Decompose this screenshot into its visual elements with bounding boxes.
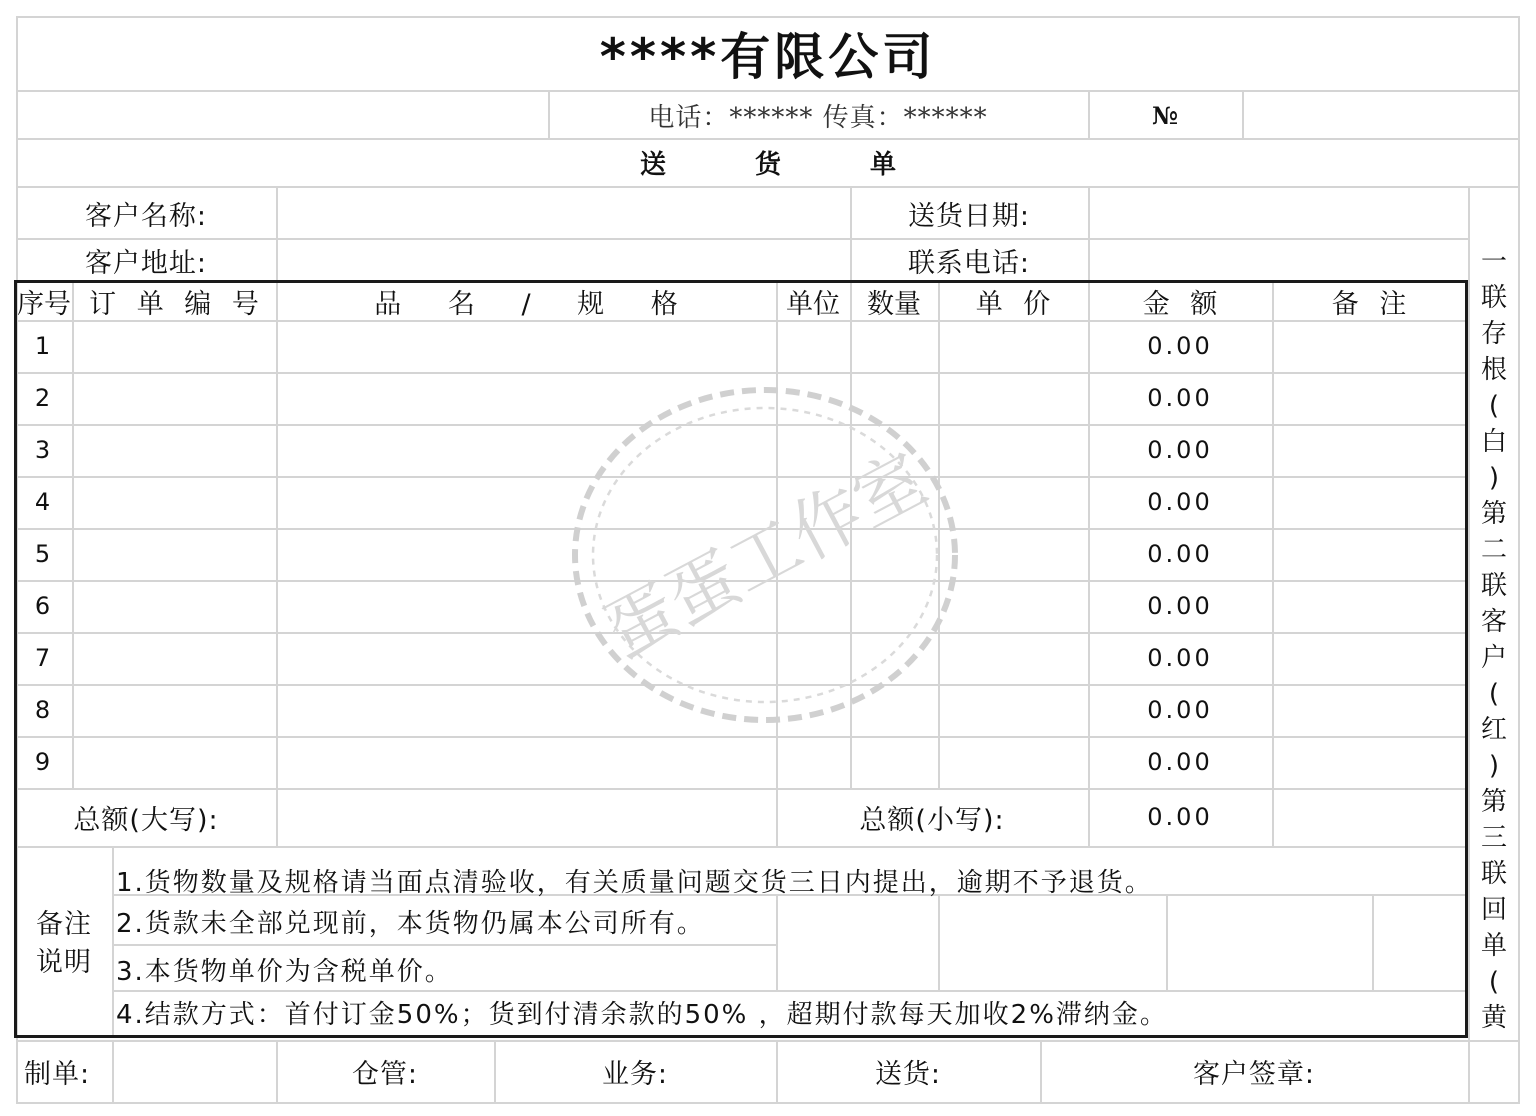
total-uppercase-field[interactable] bbox=[276, 788, 776, 846]
row-seq: 3 bbox=[34, 436, 54, 464]
grid-line bbox=[16, 846, 1466, 848]
row-input-cell[interactable] bbox=[938, 320, 1088, 372]
row-input-cell[interactable] bbox=[850, 424, 938, 476]
remark-line-4: 4.结款方式：首付订金50%；货到付清余款的50% ，超期付款每天加收2%滞纳金。 bbox=[116, 999, 1168, 1030]
bold-border-line bbox=[1465, 280, 1468, 1038]
row-seq: 1 bbox=[34, 332, 54, 360]
warehouse-label: 仓管: bbox=[351, 1058, 419, 1090]
row-input-cell[interactable] bbox=[850, 528, 938, 580]
customer-address-field[interactable] bbox=[276, 238, 850, 282]
remarks-label-line1: 备注 bbox=[36, 909, 92, 940]
row-input-cell[interactable] bbox=[1272, 320, 1466, 372]
row-seq: 2 bbox=[34, 384, 54, 412]
row-input-cell[interactable] bbox=[850, 372, 938, 424]
row-input-cell[interactable] bbox=[938, 372, 1088, 424]
delivery-date-label: 送货日期: bbox=[907, 200, 1031, 232]
maker-label: 制单: bbox=[24, 1058, 91, 1090]
row-input-cell[interactable] bbox=[776, 580, 850, 632]
row-input-cell[interactable] bbox=[72, 528, 276, 580]
total-lowercase-value: 0.00 bbox=[1147, 803, 1213, 831]
side-note-char: 客 bbox=[1480, 607, 1507, 637]
side-note-char: 单 bbox=[1480, 931, 1507, 961]
header-unit: 单位 bbox=[786, 288, 840, 320]
side-note-char: 黄 bbox=[1480, 1003, 1507, 1033]
bold-border-line bbox=[14, 280, 17, 1038]
row-input-cell[interactable] bbox=[1272, 424, 1466, 476]
total-uppercase-label: 总额(大写): bbox=[73, 804, 219, 836]
maker-field[interactable] bbox=[112, 1040, 276, 1102]
side-note-char: 红 bbox=[1480, 715, 1507, 745]
header-amount: 金 额 bbox=[1142, 288, 1218, 320]
grid-line bbox=[1272, 788, 1274, 846]
row-amount: 0.00 bbox=[1147, 488, 1213, 516]
row-amount: 0.00 bbox=[1147, 644, 1213, 672]
customer-name-field[interactable] bbox=[276, 188, 850, 238]
row-seq: 8 bbox=[34, 696, 54, 724]
grid-line bbox=[1166, 894, 1168, 990]
row-input-cell[interactable] bbox=[276, 372, 776, 424]
side-note-char: ( bbox=[1488, 391, 1500, 421]
row-seq: 9 bbox=[34, 748, 54, 776]
delivery-date-field[interactable] bbox=[1088, 188, 1468, 238]
grid-line bbox=[16, 1102, 1520, 1104]
side-note-char: 白 bbox=[1480, 427, 1507, 457]
row-input-cell[interactable] bbox=[938, 632, 1088, 684]
row-input-cell[interactable] bbox=[938, 528, 1088, 580]
row-input-cell[interactable] bbox=[776, 684, 850, 736]
header-quantity: 数量 bbox=[867, 288, 921, 320]
row-input-cell[interactable] bbox=[72, 320, 276, 372]
header-product-spec: 品 名 / 规 格 bbox=[374, 288, 678, 320]
bold-border-line bbox=[14, 1035, 1468, 1038]
grid-line bbox=[112, 848, 114, 1036]
side-note-char: 回 bbox=[1480, 895, 1507, 925]
company-title: ****有限公司 bbox=[599, 28, 937, 86]
row-input-cell[interactable] bbox=[1272, 632, 1466, 684]
remark-line-2: 2.货款未全部兑现前，本货物仍属本公司所有。 bbox=[116, 908, 705, 939]
row-input-cell[interactable] bbox=[850, 320, 938, 372]
row-input-cell[interactable] bbox=[276, 476, 776, 528]
grid-line bbox=[776, 894, 778, 990]
row-input-cell[interactable] bbox=[72, 684, 276, 736]
row-input-cell[interactable] bbox=[850, 684, 938, 736]
row-input-cell[interactable] bbox=[938, 580, 1088, 632]
row-input-cell[interactable] bbox=[276, 580, 776, 632]
row-input-cell[interactable] bbox=[72, 580, 276, 632]
copy-distribution-note bbox=[1474, 244, 1514, 1036]
row-input-cell[interactable] bbox=[276, 736, 776, 788]
grid-line bbox=[938, 894, 940, 990]
row-amount: 0.00 bbox=[1147, 696, 1213, 724]
row-seq: 4 bbox=[34, 488, 54, 516]
side-note-char: 存 bbox=[1480, 319, 1507, 349]
business-label: 业务: bbox=[601, 1058, 669, 1090]
customer-signature-label: 客户签章: bbox=[1192, 1058, 1316, 1090]
customer-name-label: 客户名称: bbox=[84, 200, 208, 232]
row-amount: 0.00 bbox=[1147, 384, 1213, 412]
row-input-cell[interactable] bbox=[1272, 580, 1466, 632]
side-note-char: 根 bbox=[1480, 355, 1507, 385]
remark-line-1: 1.货物数量及规格请当面点清验收，有关质量问题交货三日内提出，逾期不予退货。 bbox=[116, 867, 1153, 898]
row-input-cell[interactable] bbox=[1272, 528, 1466, 580]
row-input-cell[interactable] bbox=[72, 424, 276, 476]
side-note-char: 户 bbox=[1480, 643, 1507, 673]
side-note-char: 联 bbox=[1480, 571, 1507, 601]
row-amount: 0.00 bbox=[1147, 436, 1213, 464]
side-note-char: 三 bbox=[1480, 823, 1507, 853]
row-seq: 6 bbox=[34, 592, 54, 620]
row-input-cell[interactable] bbox=[938, 424, 1088, 476]
side-note-char: 第 bbox=[1480, 499, 1507, 529]
row-amount: 0.00 bbox=[1147, 748, 1213, 776]
row-input-cell[interactable] bbox=[276, 632, 776, 684]
row-input-cell[interactable] bbox=[1272, 476, 1466, 528]
number-field[interactable] bbox=[1242, 92, 1520, 138]
row-input-cell[interactable] bbox=[776, 320, 850, 372]
row-input-cell[interactable] bbox=[850, 476, 938, 528]
contact-line: 电话：****** 传真：****** bbox=[648, 102, 988, 133]
side-note-char: 联 bbox=[1480, 283, 1507, 313]
contact-phone-field[interactable] bbox=[1088, 238, 1468, 282]
header-order-no: 订 单 编 号 bbox=[89, 288, 259, 320]
row-input-cell[interactable] bbox=[72, 736, 276, 788]
customer-address-label: 客户地址: bbox=[84, 247, 208, 279]
remarks-label-line2: 说明 bbox=[36, 947, 92, 978]
row-input-cell[interactable] bbox=[776, 736, 850, 788]
row-input-cell[interactable] bbox=[938, 736, 1088, 788]
row-input-cell[interactable] bbox=[776, 372, 850, 424]
row-amount: 0.00 bbox=[1147, 540, 1213, 568]
row-amount: 0.00 bbox=[1147, 332, 1213, 360]
side-note-char: 联 bbox=[1480, 859, 1507, 889]
row-input-cell[interactable] bbox=[1272, 372, 1466, 424]
grid-line bbox=[1468, 188, 1470, 1040]
row-input-cell[interactable] bbox=[276, 320, 776, 372]
side-note-char: 二 bbox=[1480, 535, 1507, 565]
side-note-char: 一 bbox=[1480, 247, 1507, 277]
side-note-char: ) bbox=[1488, 751, 1500, 781]
row-input-cell[interactable] bbox=[72, 476, 276, 528]
header-seq: 序号 bbox=[17, 288, 71, 320]
total-lowercase-label: 总额(小写): bbox=[859, 804, 1005, 836]
stamp-text: 蛋蛋工作室 bbox=[591, 437, 940, 675]
row-amount: 0.00 bbox=[1147, 592, 1213, 620]
number-label: № bbox=[1151, 100, 1179, 130]
row-input-cell[interactable] bbox=[776, 632, 850, 684]
side-note-char: ) bbox=[1488, 463, 1500, 493]
row-input-cell[interactable] bbox=[776, 528, 850, 580]
row-input-cell[interactable] bbox=[276, 424, 776, 476]
grid-line bbox=[1468, 1040, 1470, 1102]
grid-line bbox=[1372, 894, 1374, 990]
row-input-cell[interactable] bbox=[72, 632, 276, 684]
row-input-cell[interactable] bbox=[1272, 736, 1466, 788]
contact-phone-label: 联系电话: bbox=[907, 247, 1031, 279]
side-note-char: ( bbox=[1488, 967, 1500, 997]
row-input-cell[interactable] bbox=[938, 684, 1088, 736]
row-input-cell[interactable] bbox=[850, 632, 938, 684]
delivery-label: 送货: bbox=[874, 1058, 942, 1090]
row-input-cell[interactable] bbox=[850, 736, 938, 788]
side-note-char: ( bbox=[1488, 679, 1500, 709]
document-title: 送 货 单 bbox=[639, 149, 937, 180]
row-input-cell[interactable] bbox=[850, 580, 938, 632]
row-seq: 7 bbox=[34, 644, 54, 672]
row-input-cell[interactable] bbox=[776, 476, 850, 528]
row-input-cell[interactable] bbox=[776, 424, 850, 476]
row-input-cell[interactable] bbox=[276, 684, 776, 736]
row-seq: 5 bbox=[34, 540, 54, 568]
header-remark: 备 注 bbox=[1331, 288, 1407, 320]
bold-border-line bbox=[14, 280, 1468, 283]
side-note-char: 第 bbox=[1480, 787, 1507, 817]
row-input-cell[interactable] bbox=[1272, 684, 1466, 736]
header-unit-price: 单 价 bbox=[975, 288, 1051, 320]
row-input-cell[interactable] bbox=[276, 528, 776, 580]
remarks-label bbox=[16, 906, 112, 982]
row-input-cell[interactable] bbox=[72, 372, 276, 424]
remark-line-3: 3.本货物单价为含税单价。 bbox=[116, 956, 453, 987]
row-input-cell[interactable] bbox=[938, 476, 1088, 528]
